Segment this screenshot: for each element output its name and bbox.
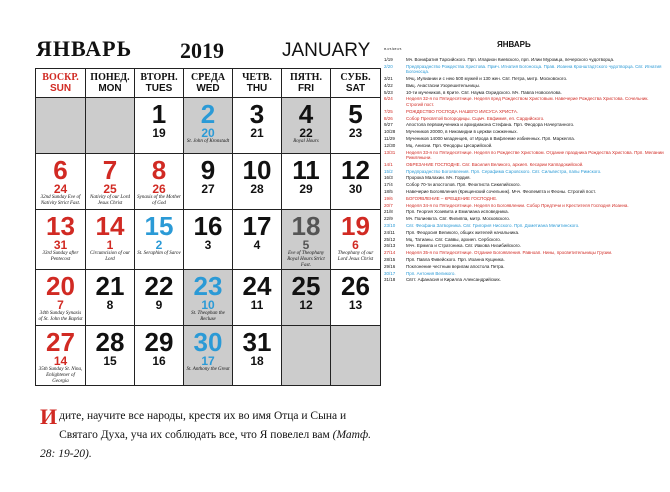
old-style-day: 23	[348, 126, 363, 140]
entry-text: Прп. Феодосия Великого, общих жителей начальника.	[406, 229, 520, 235]
day-number: 9	[200, 155, 216, 185]
saint-entry	[384, 150, 664, 161]
day-number: 17	[242, 211, 272, 241]
month-title-en: JANUARY	[282, 40, 371, 61]
entry-date: 5/23	[384, 89, 393, 95]
saint-entry	[384, 57, 664, 63]
calendar-day-cell	[184, 326, 233, 386]
calendar-day-cell	[233, 98, 282, 154]
calendar-empty-cell	[331, 326, 381, 386]
saint-entry	[384, 83, 664, 89]
day-number: 23	[193, 271, 223, 301]
old-style-day: 26	[152, 182, 166, 196]
entry-text: Мчц. Иулиании и с нею 500 мужей и 130 жен. Свт. Петра, митр. Московского.	[406, 76, 568, 82]
entry-text: Мч. Полиевкта. Свт. Филиппа, митр. Московского.	[406, 216, 510, 222]
calendar-day-cell	[36, 326, 86, 386]
calendar-day-cell	[282, 270, 331, 326]
day-number: 22	[144, 271, 174, 301]
saint-entry	[384, 169, 664, 175]
entry-text: ОБРЕЗАНИЕ ГОСПОДНЕ. Свт. Василия Великого, архиеп. Кесарии Каппадокийской.	[406, 161, 584, 167]
feast-note: Theophany of our Lord Jesus Christ	[337, 251, 374, 262]
old-style-day: 8	[106, 298, 114, 312]
feast-note: St. John of Kronstadt	[186, 139, 230, 144]
year-title: 2019	[180, 38, 224, 63]
day-number: 14	[95, 211, 125, 241]
old-style-day: 15	[103, 354, 117, 368]
day-number: 7	[102, 155, 118, 185]
entry-date: 19/6	[384, 195, 393, 201]
day-number: 11	[292, 155, 320, 185]
saint-entry	[384, 203, 664, 209]
calendar-day-cell	[135, 154, 184, 210]
old-style-day: 6	[352, 238, 359, 252]
calendar-day-cell	[184, 154, 233, 210]
saint-entry	[384, 162, 664, 168]
calendar-day-cell	[184, 210, 233, 270]
calendar-day-cell	[86, 270, 135, 326]
entry-date: 10/28	[384, 129, 396, 135]
calendar-day-cell	[233, 154, 282, 210]
saint-entry	[384, 257, 664, 263]
verse-text: дите, научите все народы, крестя их во имя Отца и Сына и Святаго Духа, уча их соблюдать все, что Я повелел вам	[59, 410, 347, 441]
day-number: 5	[348, 99, 363, 129]
old-style-day: 31	[53, 238, 68, 252]
old-style-day: 1	[106, 238, 114, 252]
calendar-day-cell	[184, 270, 233, 326]
calendar-day-cell	[331, 210, 381, 270]
entry-text: Свтт. Афанасия и Кирилла Александрийских.	[406, 277, 502, 283]
day-number: 12	[341, 155, 370, 185]
weekday-tue: ВТОРН. TUES	[135, 69, 184, 98]
calendar-day-cell	[135, 270, 184, 326]
weekday-sun: ВОСКР. SUN	[36, 69, 86, 98]
calendar-day-cell	[135, 210, 184, 270]
saint-entry	[384, 250, 664, 256]
entry-text: Предпразднство Рождества Христова. Прмч. Игнатия Богоносца. Прав. Иоанна Кронштадтского чудотворца. Свт. Игнатия Богоносца.	[406, 63, 662, 75]
old-style-day: 17	[201, 354, 215, 368]
saint-entry	[384, 223, 664, 229]
saint-entry	[384, 264, 664, 270]
entry-date: 11/29	[384, 135, 395, 141]
calendar-empty-cell	[282, 326, 331, 386]
saints-list-month: ЯНВАРЬ	[497, 40, 531, 49]
calendar-day-cell	[331, 270, 381, 326]
entry-text: Прп. Антония Великого.	[406, 270, 456, 276]
weekday-mon: ПОНЕД. MON	[86, 69, 135, 98]
old-style-day: 14	[53, 354, 68, 368]
entry-text: Мц. Анисии. Прп. Феодоры Цесарийской.	[406, 142, 493, 148]
entry-date: 28/15	[384, 257, 396, 263]
entry-date: 3/21	[384, 76, 393, 82]
calendar-day-cell	[282, 98, 331, 154]
day-number: 15	[144, 211, 174, 241]
entry-date: 4/22	[384, 82, 393, 88]
saint-entry	[384, 116, 664, 122]
saint-entry	[384, 90, 664, 96]
old-style-day: 16	[152, 354, 166, 368]
entry-date: 17/4	[384, 182, 393, 188]
entry-text: Предпразднство Богоявления. Прп. Серафима Саровского. Свт. Сильвестра, папы Римского.	[406, 168, 602, 174]
saint-entry	[384, 271, 664, 277]
entry-date: 16/3	[384, 175, 393, 181]
calendar-week-row	[36, 154, 381, 210]
saint-entry	[384, 230, 664, 236]
day-number: 24	[242, 271, 272, 301]
old-style-day: 30	[348, 182, 363, 196]
old-style-day: 24	[53, 182, 68, 196]
entry-date: 15/2	[384, 168, 393, 174]
calendar-day-cell	[282, 154, 331, 210]
saint-entry	[384, 216, 664, 222]
day-number: 3	[249, 99, 265, 129]
entry-date: 26/13	[384, 243, 396, 249]
day-number: 16	[193, 211, 223, 241]
calendar-empty-cell	[36, 98, 86, 154]
weekday-wed: СРЕДА WED	[184, 69, 233, 98]
calendar-day-cell	[282, 210, 331, 270]
feast-note: Circumcision of our Lord	[89, 251, 131, 262]
day-number: 2	[200, 99, 216, 129]
entry-text: Навечерие Богоявления (Крещенский сочельник). Мчч. Феопемпта и Феоны. Строгий пост.	[406, 189, 596, 195]
calendar-day-cell	[233, 270, 282, 326]
entry-date: 31/18	[384, 277, 396, 283]
entry-date: 29/16	[384, 263, 396, 269]
entry-text: Прп. Павла Фивейского. Прп. Иоанна Кущника.	[406, 257, 505, 263]
calendar-day-cell	[86, 326, 135, 386]
calendar-day-cell	[86, 210, 135, 270]
entry-text: Пророка Малахии. Мч. Гордия.	[406, 175, 471, 181]
old-style-day: 29	[299, 182, 313, 196]
day-number: 30	[193, 327, 223, 357]
entry-text: Мучеников 14000 младенцев, от Ирода в Вифлееме избиенных. Прп. Маркелла.	[406, 135, 575, 141]
entry-date: 14/1	[384, 161, 393, 167]
calendar-day-cell	[36, 270, 86, 326]
saint-entry	[384, 143, 664, 149]
saint-entry	[384, 76, 664, 82]
old-style-day: 10	[201, 298, 215, 312]
feast-note: St. Seraphim of Sarov	[137, 251, 181, 256]
weekday-fri: ПЯТН. FRI	[282, 69, 331, 98]
feast-note: Eve of Theophany Royal Hours Strict Fast.	[287, 251, 325, 268]
feast-note: Royal Hours	[293, 139, 319, 144]
old-style-day: 2	[155, 238, 163, 252]
calendar-day-cell	[36, 154, 86, 210]
saint-entry	[384, 96, 664, 107]
saint-entry	[384, 129, 664, 135]
calendar-day-cell	[233, 326, 282, 386]
saint-entry	[384, 109, 664, 115]
feast-note: Synaxis of the Mother of God	[137, 195, 181, 206]
entry-text: Апостола первомученика и архидиакона Стефана. Прп. Феодора Начертанного.	[406, 122, 575, 128]
entry-text: Мучеников 20000, в Никомидии в церкви сожженных.	[406, 129, 518, 135]
feast-note: St. Anthony the Great	[186, 367, 230, 372]
calendar-week-row	[36, 270, 381, 326]
entry-date: 27/14	[384, 250, 396, 256]
entry-text: 10-ти мучеников, в Крите. Свт. Наума Охридского. Мч. Павла Новоселова.	[406, 89, 562, 95]
old-style-day: 18	[250, 354, 264, 368]
saint-entry	[384, 243, 664, 249]
saints-list-page	[384, 0, 670, 492]
calendar-day-cell	[135, 326, 184, 386]
day-number: 6	[53, 155, 68, 185]
saint-entry	[384, 122, 664, 128]
saint-entry	[384, 237, 664, 243]
feast-note: 33rd Sunday after Pentecost	[42, 251, 79, 262]
weekday-sat: СУББ. SAT	[331, 69, 381, 98]
feast-note: 35th Sunday St. Nina, Enlightener of Georgia	[38, 367, 83, 384]
feast-note: Nativity of our Lord Jesus Christ	[90, 195, 130, 206]
calendar-week-row	[36, 210, 381, 270]
saint-entry	[384, 136, 664, 142]
old-style-day: 21	[250, 126, 264, 140]
verse-reference: (Матф. 28: 19-20).	[40, 429, 371, 460]
day-number: 21	[95, 271, 125, 301]
old-style-day: 28	[250, 182, 264, 196]
old-style-day: 7	[57, 298, 64, 312]
saint-entry	[384, 196, 664, 202]
day-number: 4	[298, 99, 314, 129]
old-style-day: 25	[103, 182, 117, 196]
entry-date: 18/5	[384, 189, 393, 195]
entry-text: Прп. Георгия Хозевита и Емилиана исповедника.	[406, 209, 509, 215]
entry-text: Вмц. Анастасии Узорешительницы.	[406, 82, 481, 88]
entry-date: 23/10	[384, 223, 396, 229]
feast-note: 34th Sunday Synaxis of St. John the Baptist	[38, 311, 83, 322]
feast-note: 32nd Sunday Eve of Nativity Strict Fast.	[40, 195, 81, 206]
entry-text: Поклонение честным веригам апостола Петра.	[406, 263, 505, 269]
old-style-day: 11	[250, 298, 264, 312]
entry-text: РОЖДЕСТВО ГОСПОДА НАШЕГО ИИСУСА ХРИСТА.	[406, 108, 519, 114]
entry-date: 9/27	[384, 122, 393, 128]
old-style-day: 22	[299, 126, 313, 140]
day-number: 25	[291, 271, 321, 301]
calendar-week-row	[36, 98, 381, 154]
old-style-day: 5	[302, 238, 310, 252]
entry-text: Собор Пресвятой Богородицы. Сщмч. Евфимия, еп. Сардийского.	[406, 115, 545, 121]
calendar-day-cell	[331, 154, 381, 210]
old-style-day: 27	[201, 182, 215, 196]
day-number: 28	[95, 327, 125, 357]
old-style-day: 13	[348, 298, 363, 312]
old-style-day: 19	[152, 126, 166, 140]
entry-date: 13/31	[384, 149, 396, 155]
entry-text: Мч. Вонифатия Тарсийского. Прп. Иларион Киевского, прп. Илии Муромца, печерского чудотворца.	[406, 57, 615, 62]
calendar-day-cell	[36, 210, 86, 270]
saint-entry	[384, 182, 664, 188]
entry-date: 2/20	[384, 63, 393, 69]
calendar-day-cell	[184, 98, 233, 154]
entry-date: 6/24	[384, 96, 393, 102]
entry-date: 30/17	[384, 270, 396, 276]
entry-text: Свт. Феофана Затворника. Свт. Григория Нисского. Прп. Дометиана Мелитинского.	[406, 223, 580, 229]
entry-date: 22/9	[384, 216, 393, 222]
saint-entry	[384, 175, 664, 181]
verse-dropcap: И	[40, 404, 58, 429]
old-style-day: 4	[253, 238, 261, 252]
entry-text: Собор 70-ти апостолов. Прп. Феоктиста Сикилийского.	[406, 182, 521, 188]
entry-text: Неделя 32-я по Пятидесятнице. Неделя пред Рождеством Христовым. Навечерие Рождества Христова. Сочельник. Строгий пост.	[406, 96, 649, 107]
calendar-day-cell	[135, 98, 184, 154]
saint-entry	[384, 189, 664, 195]
calendar-empty-cell	[86, 98, 135, 154]
old-style-day: 3	[204, 238, 212, 252]
scripture-verse	[40, 404, 375, 464]
day-number: 10	[242, 155, 272, 185]
day-number: 19	[341, 211, 370, 241]
old-style-day: 9	[155, 298, 163, 312]
calendar-day-cell	[86, 154, 135, 210]
saint-entry	[384, 277, 664, 283]
entry-text: БОГОЯВЛЕНИЕ – КРЕЩЕНИЕ ГОСПОДНЕ.	[406, 195, 498, 201]
saints-entries	[384, 57, 664, 284]
entry-date: 1/19	[384, 57, 393, 62]
entry-date: 7/25	[384, 108, 393, 114]
day-number: 8	[151, 155, 167, 185]
entry-text: Неделя 33-я по Пятидесятнице. Неделя по Рождестве Христовом. Отдание праздника Рождества Христова. Прп. Мелании Римляныни.	[406, 149, 664, 161]
calendar-week-row	[36, 326, 381, 386]
day-number: 18	[291, 211, 321, 241]
old-style-day: 20	[201, 126, 215, 140]
calendar-grid	[35, 68, 381, 386]
month-title-ru: ЯНВАРЬ	[36, 36, 133, 61]
calendar-style-note: н.ст./ст.ст.	[384, 46, 402, 51]
day-number: 29	[144, 327, 174, 357]
saint-entry	[384, 209, 664, 215]
day-number: 31	[242, 327, 272, 357]
day-number: 1	[151, 99, 167, 129]
day-number: 13	[46, 211, 75, 241]
entry-text: Мчч. Ермила и Стратоника. Свт. Иакова Низибийского.	[406, 243, 521, 249]
entry-date: 8/26	[384, 115, 393, 121]
day-number: 20	[46, 271, 75, 301]
calendar-day-cell	[233, 210, 282, 270]
entry-date: 24/11	[384, 229, 395, 235]
entry-date: 12/30	[384, 142, 396, 148]
calendar-day-cell	[331, 98, 381, 154]
weekday-header-row	[36, 69, 381, 98]
entry-text: Неделя 35-я по Пятидесятнице. Отдание Богоявления. Равноап. Нины, просветительницы Грузии.	[406, 250, 613, 256]
entry-text: Неделя 34-я по Пятидесятнице. Неделя по Богоявлении. Собор Предтечи и Крестителя Господня Иоанна.	[406, 202, 629, 208]
weekday-thu: ЧЕТВ. THU	[233, 69, 282, 98]
feast-note: St. Theophan the Recluse	[191, 311, 225, 322]
saint-entry	[384, 64, 664, 75]
entry-date: 21/8	[384, 209, 393, 215]
old-style-day: 12	[299, 298, 313, 312]
entry-text: Мц. Татианы. Свт. Саввы, архиеп. Сербского.	[406, 236, 502, 242]
day-number: 27	[46, 327, 75, 357]
entry-date: 20/7	[384, 202, 393, 208]
day-number: 26	[341, 271, 370, 301]
entry-date: 25/12	[384, 236, 396, 242]
